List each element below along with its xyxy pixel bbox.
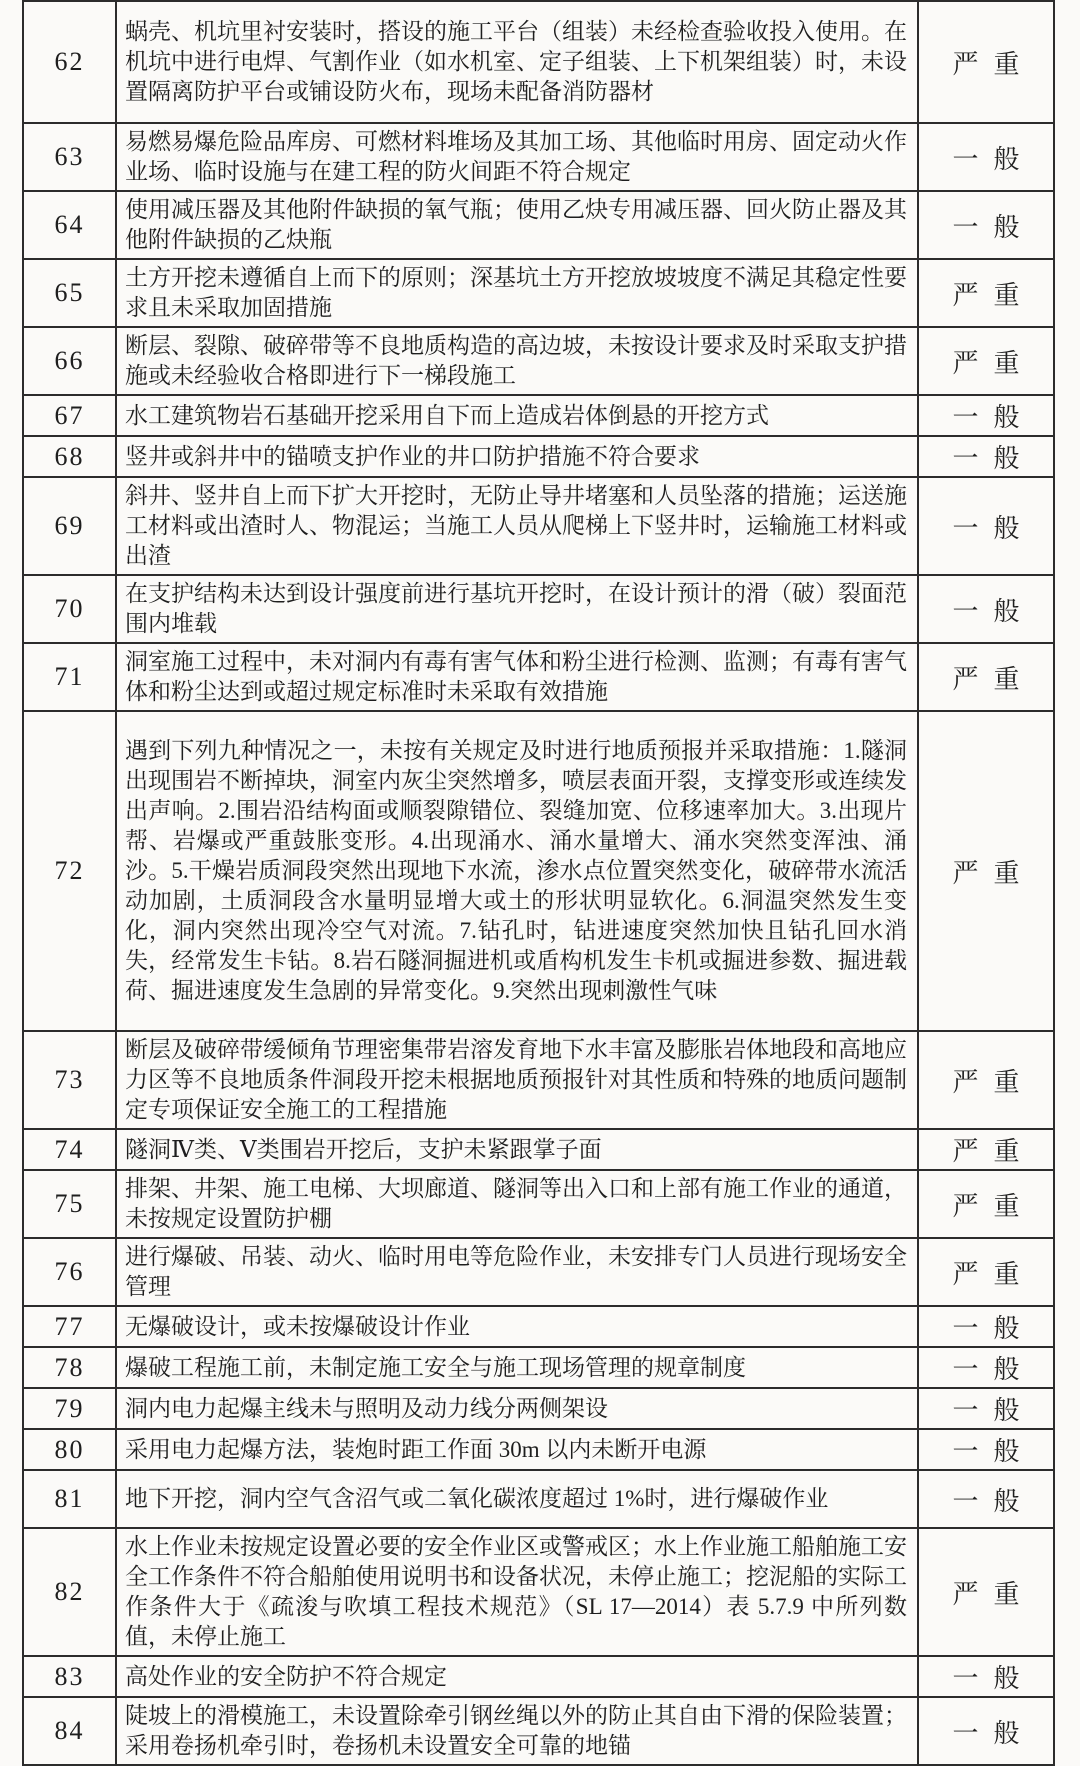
violation-description: 爆破工程施工前，未制定施工安全与施工现场管理的规章制度 — [116, 1347, 918, 1388]
table-row — [23, 1170, 1054, 1238]
violation-description: 无爆破设计，或未按爆破设计作业 — [116, 1306, 918, 1347]
severity-label: 一般 — [952, 513, 1035, 543]
violation-number: 79 — [23, 1388, 116, 1429]
table-row — [23, 1238, 1054, 1306]
violation-number: 64 — [23, 191, 116, 259]
severity-cell — [918, 1388, 1054, 1429]
violation-description: 断层及破碎带缓倾角节理密集带岩溶发育地下水丰富及膨胀岩体地段和高地应力区等不良地质条件洞段开挖未根据地质预报针对其性质和特殊的地质问题制定专项保证安全施工的工程措施 — [116, 1031, 918, 1129]
severity-label: 严重 — [952, 1067, 1035, 1097]
violation-number: 62 — [23, 1, 116, 123]
table-row — [23, 1656, 1054, 1697]
table-row — [23, 1697, 1054, 1765]
violation-number: 84 — [23, 1697, 116, 1765]
violation-number: 72 — [23, 711, 116, 1031]
violation-description: 易燃易爆危险品库房、可燃材料堆场及其加工场、其他临时用房、固定动火作业场、临时设施与在建工程的防火间距不符合规定 — [116, 123, 918, 191]
table-row — [23, 191, 1054, 259]
severity-label: 一般 — [952, 1664, 1035, 1693]
violation-number: 82 — [23, 1528, 116, 1656]
severity-cell — [918, 191, 1054, 259]
violation-description: 采用电力起爆方法，装炮时距工作面 30m 以内未断开电源 — [116, 1429, 918, 1470]
severity-cell — [918, 643, 1054, 711]
severity-cell — [918, 1656, 1054, 1697]
violation-number: 66 — [23, 327, 116, 395]
severity-label: 严重 — [952, 49, 1035, 79]
violation-description: 地下开挖，洞内空气含沼气或二氧化碳浓度超过 1%时，进行爆破作业 — [116, 1470, 918, 1528]
severity-cell — [918, 1429, 1054, 1470]
violation-description: 使用减压器及其他附件缺损的氧气瓶；使用乙炔专用减压器、回火防止器及其他附件缺损的乙炔瓶 — [116, 191, 918, 259]
table-row — [23, 1347, 1054, 1388]
violation-number: 80 — [23, 1429, 116, 1470]
violation-number: 67 — [23, 395, 116, 436]
table-row — [23, 1129, 1054, 1170]
violation-number: 68 — [23, 436, 116, 477]
severity-cell — [918, 575, 1054, 643]
violation-number: 65 — [23, 259, 116, 327]
table-row — [23, 1306, 1054, 1347]
table-row — [23, 1031, 1054, 1129]
severity-cell — [918, 259, 1054, 327]
table-row — [23, 575, 1054, 643]
severity-label: 一般 — [952, 403, 1035, 432]
severity-label: 严重 — [952, 858, 1035, 888]
table-row — [23, 1, 1054, 123]
violation-number: 70 — [23, 575, 116, 643]
table-row — [23, 436, 1054, 477]
severity-label: 一般 — [952, 1486, 1035, 1516]
severity-label: 严重 — [952, 1259, 1035, 1289]
severity-label: 严重 — [952, 664, 1035, 694]
severity-label: 一般 — [952, 1396, 1035, 1425]
severity-cell — [918, 436, 1054, 477]
severity-label: 一般 — [952, 1718, 1035, 1748]
severity-cell — [918, 1129, 1054, 1170]
severity-label: 一般 — [952, 144, 1035, 174]
severity-cell — [918, 395, 1054, 436]
severity-label: 一般 — [952, 1314, 1035, 1343]
violation-description: 遇到下列九种情况之一，未按有关规定及时进行地质预报并采取措施：1.隧洞出现围岩不断掉块，洞室内灰尘突然增多，喷层表面开裂，支撑变形或连续发出声响。2.围岩沿结构面或顺裂隙错位、裂缝加宽、位移速率加大。3.出现片帮、岩爆或严重鼓胀变形。4.出现涌水、涌水量增大、涌水突然变浑浊、涌沙。5.干燥岩质洞段突然出现地下水流，渗水点位置突然变化，破碎带水流活动加剧，土质洞段含水量明显增大或土的形状明显软化。6.洞温突然发生变化，洞内突然出现冷空气对流。7.钻孔时，钻进速度突然加快且钻孔回水消失，经常发生卡钻。8.岩石隧洞掘进机或盾构机发生卡机或掘进参数、掘进载荷、掘进速度发生急剧的异常变化。9.突然出现刺激性气味 — [116, 711, 918, 1031]
violation-number: 83 — [23, 1656, 116, 1697]
table-row — [23, 123, 1054, 191]
table-row — [23, 477, 1054, 575]
table-row — [23, 1429, 1054, 1470]
violation-description: 水上作业未按规定设置必要的安全作业区或警戒区；水上作业施工船舶施工安全工作条件不符合船舶使用说明书和设备状况，未停止施工；挖泥船的实际工作条件大于《疏浚与吹填工程技术规范》（SL 17—2014）表 5.7.9 中所列数值，未停止施工 — [116, 1528, 918, 1656]
severity-cell — [918, 1306, 1054, 1347]
table-row — [23, 259, 1054, 327]
violation-description: 竖井或斜井中的锚喷支护作业的井口防护措施不符合要求 — [116, 436, 918, 477]
violation-description: 断层、裂隙、破碎带等不良地质构造的高边坡，未按设计要求及时采取支护措施或未经验收合格即进行下一梯段施工 — [116, 327, 918, 395]
safety-violation-table — [22, 0, 1055, 1766]
severity-cell — [918, 123, 1054, 191]
violation-number: 75 — [23, 1170, 116, 1238]
severity-label: 严重 — [952, 280, 1035, 310]
severity-label: 一般 — [952, 596, 1035, 626]
severity-cell — [918, 1031, 1054, 1129]
severity-label: 一般 — [952, 212, 1035, 242]
violation-description: 高处作业的安全防护不符合规定 — [116, 1656, 918, 1697]
violation-number: 74 — [23, 1129, 116, 1170]
violation-table-body — [23, 1, 1054, 1765]
violation-number: 71 — [23, 643, 116, 711]
severity-cell — [918, 327, 1054, 395]
severity-label: 严重 — [952, 348, 1035, 378]
severity-cell — [918, 1170, 1054, 1238]
violation-number: 81 — [23, 1470, 116, 1528]
severity-cell — [918, 1528, 1054, 1656]
severity-label: 严重 — [952, 1137, 1035, 1166]
violation-description: 进行爆破、吊装、动火、临时用电等危险作业，未安排专门人员进行现场安全管理 — [116, 1238, 918, 1306]
severity-label: 严重 — [952, 1191, 1035, 1221]
table-row — [23, 327, 1054, 395]
violation-description: 水工建筑物岩石基础开挖采用自下而上造成岩体倒悬的开挖方式 — [116, 395, 918, 436]
severity-label: 一般 — [952, 444, 1035, 473]
violation-description: 蜗壳、机坑里衬安装时，搭设的施工平台（组装）未经检查验收投入使用。在机坑中进行电焊、气割作业（如水机室、定子组装、上下机架组装）时，未设置隔离防护平台或铺设防火布，现场未配备消防器材 — [116, 1, 918, 123]
severity-cell — [918, 1470, 1054, 1528]
severity-label: 严重 — [952, 1579, 1035, 1609]
violation-description: 排架、井架、施工电梯、大坝廊道、隧洞等出入口和上部有施工作业的通道，未按规定设置防护棚 — [116, 1170, 918, 1238]
violation-number: 78 — [23, 1347, 116, 1388]
violation-description: 隧洞Ⅳ类、Ⅴ类围岩开挖后，支护未紧跟掌子面 — [116, 1129, 918, 1170]
violation-number: 63 — [23, 123, 116, 191]
table-row — [23, 643, 1054, 711]
table-row — [23, 1528, 1054, 1656]
violation-number: 77 — [23, 1306, 116, 1347]
violation-description: 陡坡上的滑模施工，未设置除牵引钢丝绳以外的防止其自由下滑的保险装置；采用卷扬机牵引时，卷扬机未设置安全可靠的地锚 — [116, 1697, 918, 1765]
severity-cell — [918, 1347, 1054, 1388]
violation-description: 在支护结构未达到设计强度前进行基坑开挖时，在设计预计的滑（破）裂面范围内堆载 — [116, 575, 918, 643]
violation-description: 斜井、竖井自上而下扩大开挖时，无防止导井堵塞和人员坠落的措施；运送施工材料或出渣时人、物混运；当施工人员从爬梯上下竖井时，运输施工材料或出渣 — [116, 477, 918, 575]
severity-cell — [918, 477, 1054, 575]
severity-cell — [918, 1238, 1054, 1306]
violation-number: 73 — [23, 1031, 116, 1129]
severity-label: 一般 — [952, 1355, 1035, 1384]
violation-description: 土方开挖未遵循自上而下的原则；深基坑土方开挖放坡坡度不满足其稳定性要求且未采取加固措施 — [116, 259, 918, 327]
table-row — [23, 1470, 1054, 1528]
violation-number: 76 — [23, 1238, 116, 1306]
severity-cell — [918, 1697, 1054, 1765]
severity-cell — [918, 711, 1054, 1031]
table-row — [23, 395, 1054, 436]
violation-description: 洞内电力起爆主线未与照明及动力线分两侧架设 — [116, 1388, 918, 1429]
severity-label: 一般 — [952, 1437, 1035, 1466]
table-row — [23, 711, 1054, 1031]
violation-description: 洞室施工过程中，未对洞内有毒有害气体和粉尘进行检测、监测；有毒有害气体和粉尘达到或超过规定标准时未采取有效措施 — [116, 643, 918, 711]
severity-cell — [918, 1, 1054, 123]
violation-number: 69 — [23, 477, 116, 575]
table-row — [23, 1388, 1054, 1429]
